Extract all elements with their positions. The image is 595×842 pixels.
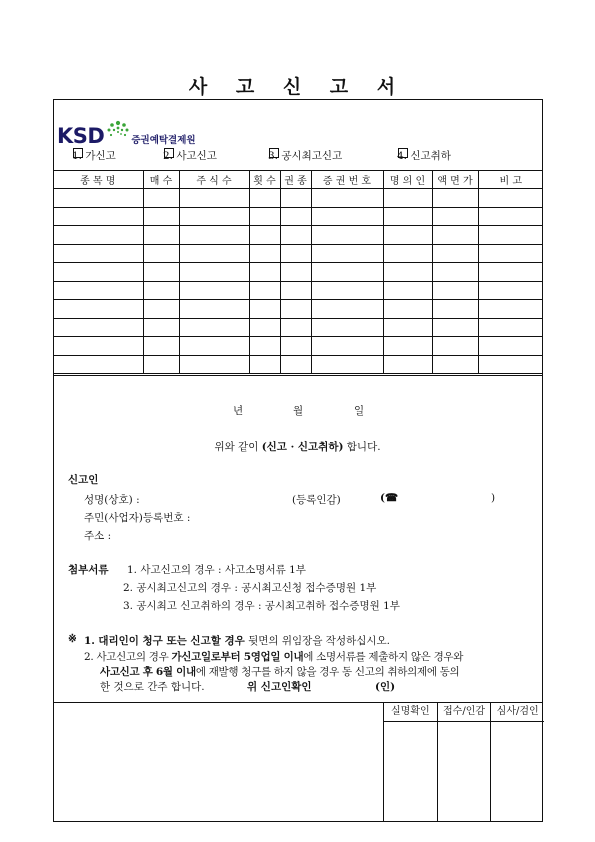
date-month: 월: [293, 405, 304, 417]
confirm-receipt-seal-cell[interactable]: [438, 722, 492, 822]
table-cell[interactable]: [143, 244, 179, 263]
table-cell[interactable]: [478, 281, 543, 300]
table-cell[interactable]: [383, 207, 432, 226]
table-cell[interactable]: [143, 263, 179, 282]
note-2-line-1: 2. 사고신고의 경우 가신고일로부터 5영업일 이내에 소명서류를 제출하지 않은 경우와: [84, 651, 464, 663]
table-cell[interactable]: [311, 263, 383, 282]
table-cell[interactable]: [478, 355, 543, 374]
table-cell[interactable]: [53, 263, 143, 282]
table-cell[interactable]: [432, 337, 478, 356]
checkbox-provisional[interactable]: [73, 148, 83, 158]
table-cell[interactable]: [143, 355, 179, 374]
col-remarks: 비 고: [478, 171, 543, 189]
ksd-logo: [57, 119, 196, 147]
table-cell[interactable]: [478, 300, 543, 319]
table-cell[interactable]: [143, 281, 179, 300]
note-2-line-2: 사고신고 후 6월 이내에 재발행 청구를 하지 않을 경우 동 신고의 취하의제에 동의: [100, 666, 460, 678]
table-cell[interactable]: [478, 226, 543, 245]
table-cell[interactable]: [249, 263, 280, 282]
table-row: [53, 355, 543, 374]
col-holder: 명 의 인: [383, 171, 432, 189]
table-row: [53, 318, 543, 337]
table-cell[interactable]: [383, 226, 432, 245]
table-cell[interactable]: [179, 337, 249, 356]
attachment-item: 3. 공시최고 신고취하의 경우 : 공시최고취하 접수증명원 1부: [123, 600, 400, 612]
attachment-item: 1. 사고신고의 경우 : 사고소명서류 1부: [127, 564, 306, 576]
table-cell[interactable]: [280, 337, 311, 356]
table-cell[interactable]: [249, 318, 280, 337]
table-cell[interactable]: [383, 263, 432, 282]
table-cell[interactable]: [383, 318, 432, 337]
reporter-id-label: 주민(사업자)등록번호 :: [84, 512, 191, 524]
reporter-seal-mark: (인): [375, 681, 396, 693]
table-cell[interactable]: [478, 244, 543, 263]
table-cell[interactable]: [249, 281, 280, 300]
reporter-heading: 신고인: [68, 474, 99, 486]
table-cell[interactable]: [249, 355, 280, 374]
table-cell[interactable]: [478, 318, 543, 337]
logo-org-name: 증권예탁결제원: [131, 134, 196, 146]
confirm-realname: 실명확인: [384, 702, 438, 721]
checkbox-public-notice[interactable]: [269, 148, 279, 158]
col-times: 횟 수: [249, 171, 280, 189]
table-cell[interactable]: [280, 189, 311, 208]
confirm-receipt-seal: 접수/인감: [438, 702, 492, 721]
section-divider: [53, 375, 543, 376]
table-cell[interactable]: [179, 207, 249, 226]
table-cell[interactable]: [280, 226, 311, 245]
checkbox-accident[interactable]: [164, 148, 174, 158]
table-row: [53, 244, 543, 263]
table-cell[interactable]: [432, 318, 478, 337]
table-header-row: [53, 171, 543, 189]
table-cell[interactable]: [432, 207, 478, 226]
table-cell[interactable]: [311, 244, 383, 263]
table-cell[interactable]: [249, 207, 280, 226]
note-2-line-3: 한 것으로 간주 합니다.: [100, 681, 205, 693]
table-cell[interactable]: [432, 189, 478, 208]
table-cell[interactable]: [53, 207, 143, 226]
table-cell[interactable]: [179, 281, 249, 300]
table-cell[interactable]: [53, 300, 143, 319]
confirm-review-stamp: 심사/검인: [496, 706, 539, 717]
table-cell[interactable]: [249, 337, 280, 356]
table-row: [53, 189, 543, 208]
table-row: [53, 226, 543, 245]
table-row: [53, 337, 543, 356]
office-confirm-box: [383, 702, 544, 822]
reporter-seal-label: (등록인감): [292, 494, 341, 506]
table-cell[interactable]: [179, 263, 249, 282]
table-cell[interactable]: [143, 189, 179, 208]
table-cell[interactable]: [478, 189, 543, 208]
table-cell[interactable]: [53, 189, 143, 208]
table-cell[interactable]: [143, 337, 179, 356]
table-cell[interactable]: [478, 207, 543, 226]
table-cell[interactable]: [383, 281, 432, 300]
table-cell[interactable]: [179, 226, 249, 245]
reporter-phone-close: ): [491, 492, 496, 504]
securities-table: [53, 170, 543, 374]
table-row: [53, 281, 543, 300]
table-cell[interactable]: [179, 189, 249, 208]
notes-mark: ※: [68, 633, 77, 645]
table-cell[interactable]: [478, 263, 543, 282]
table-row: [53, 300, 543, 319]
col-cert-number: 증 권 번 호: [311, 171, 383, 189]
table-cell[interactable]: [179, 318, 249, 337]
table-cell[interactable]: [432, 226, 478, 245]
table-cell[interactable]: [249, 300, 280, 319]
table-cell[interactable]: [280, 355, 311, 374]
table-cell[interactable]: [280, 318, 311, 337]
table-cell[interactable]: [311, 189, 383, 208]
table-cell[interactable]: [311, 318, 383, 337]
table-cell[interactable]: [179, 244, 249, 263]
table-cell[interactable]: [53, 226, 143, 245]
col-face-value: 액 면 가: [432, 171, 478, 189]
table-cell[interactable]: [311, 281, 383, 300]
table-cell[interactable]: [432, 281, 478, 300]
table-cell[interactable]: [311, 226, 383, 245]
table-cell[interactable]: [432, 263, 478, 282]
table-cell[interactable]: [383, 300, 432, 319]
table-cell[interactable]: [179, 355, 249, 374]
attachments-heading: 첨부서류: [68, 564, 109, 576]
table-cell[interactable]: [383, 189, 432, 208]
table-cell[interactable]: [383, 355, 432, 374]
table-row: [53, 207, 543, 226]
col-stock-name: 종 목 명: [53, 171, 143, 189]
logo-abbr: KSD: [57, 124, 105, 148]
table-cell[interactable]: [383, 244, 432, 263]
form-title: 사 고 신 고 서: [188, 76, 407, 98]
date-year: 년: [233, 405, 244, 417]
note-1: 1. 대리인이 청구 또는 신고할 경우 뒷면의 위임장을 작성하십시오.: [84, 635, 391, 647]
reporter-address-label: 주소 :: [84, 530, 112, 542]
reporter-confirm: 위 신고인확인: [247, 681, 312, 693]
table-cell[interactable]: [249, 244, 280, 263]
table-cell[interactable]: [432, 244, 478, 263]
table-cell[interactable]: [143, 207, 179, 226]
table-cell[interactable]: [432, 300, 478, 319]
table-row: [53, 263, 543, 282]
table-cell[interactable]: [143, 318, 179, 337]
table-cell[interactable]: [249, 226, 280, 245]
reporter-phone-open: (☎: [380, 492, 399, 504]
checkbox-withdrawal[interactable]: [398, 148, 408, 158]
table-cell[interactable]: [249, 189, 280, 208]
table-cell[interactable]: [179, 300, 249, 319]
table-cell[interactable]: [311, 337, 383, 356]
table-cell[interactable]: [432, 355, 478, 374]
table-cell[interactable]: [383, 337, 432, 356]
table-cell[interactable]: [53, 318, 143, 337]
table-cell[interactable]: [280, 207, 311, 226]
reporter-name-label: 성명(상호) :: [84, 494, 140, 506]
table-cell[interactable]: [53, 337, 143, 356]
table-cell[interactable]: [311, 300, 383, 319]
report-type-options: 1. 가신고 2. 사고신고 3. 공시최고신고 4. 신고취하: [72, 150, 451, 162]
statement-line: 위와 같이 (신고 · 신고취하) 합니다.: [214, 441, 381, 453]
table-cell[interactable]: [478, 337, 543, 356]
table-cell[interactable]: [143, 300, 179, 319]
table-cell[interactable]: [311, 207, 383, 226]
table-cell[interactable]: [53, 244, 143, 263]
attachment-item: 2. 공시최고신고의 경우 : 공시최고신청 접수증명원 1부: [123, 582, 377, 594]
table-cell[interactable]: [53, 281, 143, 300]
table-cell[interactable]: [280, 300, 311, 319]
confirm-review-stamp-cell[interactable]: [491, 722, 544, 822]
col-denomination: 권 종: [280, 171, 311, 189]
logo-mark-icon: [105, 119, 131, 147]
confirm-realname-cell[interactable]: [384, 722, 438, 822]
table-cell[interactable]: [53, 355, 143, 374]
table-cell[interactable]: [311, 355, 383, 374]
table-cell[interactable]: [280, 263, 311, 282]
col-shares: 주 식 수: [179, 171, 249, 189]
table-cell[interactable]: [143, 226, 179, 245]
table-cell[interactable]: [280, 281, 311, 300]
col-count: 매 수: [143, 171, 179, 189]
table-cell[interactable]: [280, 244, 311, 263]
date-day: 일: [354, 405, 365, 417]
